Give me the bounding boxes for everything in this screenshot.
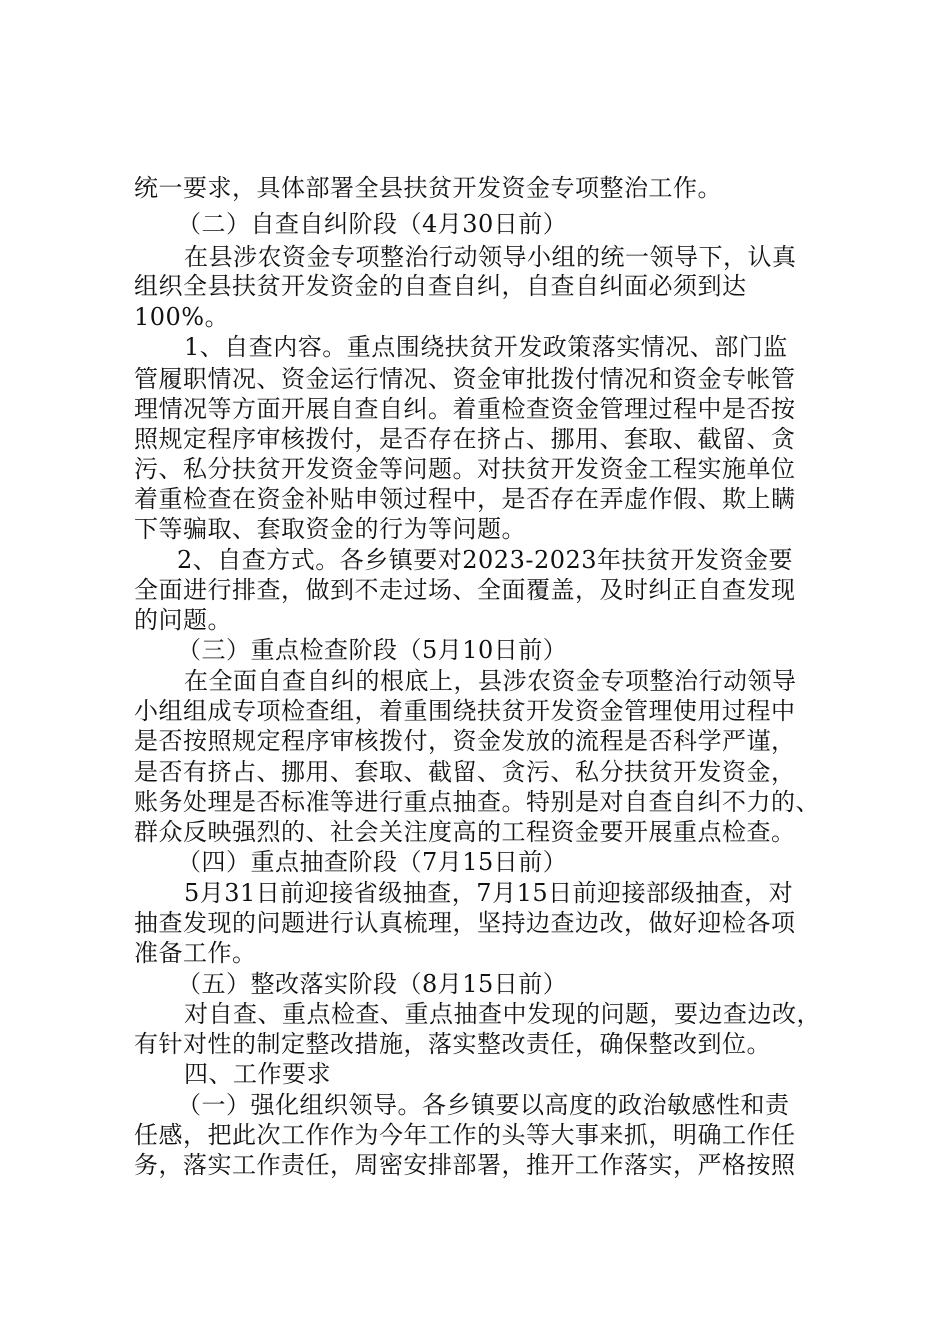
text-line: 100%。: [134, 303, 230, 331]
text-line: 着重检查在资金补贴申领过程中，是否存在弄虚作假、欺上瞒: [134, 485, 796, 513]
text-line: 1、自查内容。重点围绕扶贫开发政策落实情况、部门监: [184, 333, 788, 361]
text-line: 下等骗取、套取资金的行为等问题。: [134, 515, 526, 543]
text-line: 照规定程序审核拨付，是否存在挤占、挪用、套取、截留、贪: [134, 425, 796, 453]
text-line: 群众反映强烈的、社会关注度高的工程资金要开展重点检查。: [134, 818, 796, 846]
text-line: 务，落实工作责任，周密安排部署，推开工作落实，严格按照: [134, 1151, 796, 1179]
text-line: 组织全县扶贫开发资金的自查自纠，自查自纠面必须到达: [134, 272, 747, 300]
text-line: 在县涉农资金专项整治行动领导小组的统一领导下，认真: [184, 243, 797, 271]
section-heading: （四）重点抽查阶段（7月15日前）: [177, 848, 568, 876]
text-line: 任感，把此次工作作为今年工作的头等大事来抓，明确工作任: [134, 1121, 796, 1149]
section-heading: （五）整改落实阶段（8月15日前）: [177, 970, 568, 998]
text-line: 在全面自查自纠的根底上，县涉农资金专项整治行动领导: [184, 667, 797, 695]
text-line: 有针对性的制定整改措施，落实整改责任，确保整改到位。: [134, 1030, 771, 1058]
text-line: 5月31日前迎接省级抽查，7月15日前迎接部级抽查，对: [184, 879, 794, 907]
text-line: 是否按照规定程序审核拨付，资金发放的流程是否科学严谨，: [134, 727, 796, 755]
text-line: 全面进行排查，做到不走过场、全面覆盖，及时纠正自查发现: [134, 576, 796, 604]
text-line: 对自查、重点检查、重点抽查中发现的问题，要边查边改，: [184, 1000, 821, 1028]
section-heading: （三）重点检查阶段（5月10日前）: [177, 636, 568, 664]
text-line: 账务处理是否标准等进行重点抽查。特别是对自查自纠不力的、: [134, 788, 820, 816]
section-heading: 四、工作要求: [184, 1060, 331, 1088]
text-line: 小组组成专项检查组，着重围绕扶贫开发资金管理使用过程中: [134, 697, 796, 725]
text-line: 管履职情况、资金运行情况、资金审批拨付情况和资金专帐管: [134, 365, 796, 393]
text-line: 是否有挤占、挪用、套取、截留、贪污、私分扶贫开发资金，: [134, 758, 796, 786]
text-line: 抽查发现的问题进行认真梳理，坚持边查边改，做好迎检各项: [134, 909, 796, 937]
text-line: 理情况等方面开展自查自纠。着重检查资金管理过程中是否按: [134, 395, 796, 423]
text-line: 准备工作。: [134, 939, 257, 967]
text-line: 污、私分扶贫开发资金等问题。对扶贫开发资金工程实施单位: [134, 455, 796, 483]
section-heading: （二）自查自纠阶段（4月30日前）: [177, 210, 568, 238]
text-line: 的问题。: [134, 606, 232, 634]
text-line: 统一要求，具体部署全县扶贫开发资金专项整治工作。: [134, 174, 722, 202]
text-line: （一）强化组织领导。各乡镇要以高度的政治敏感性和责: [177, 1091, 790, 1119]
text-line: 2、自查方式。各乡镇要对2023-2023年扶贫开发资金要: [177, 546, 794, 574]
